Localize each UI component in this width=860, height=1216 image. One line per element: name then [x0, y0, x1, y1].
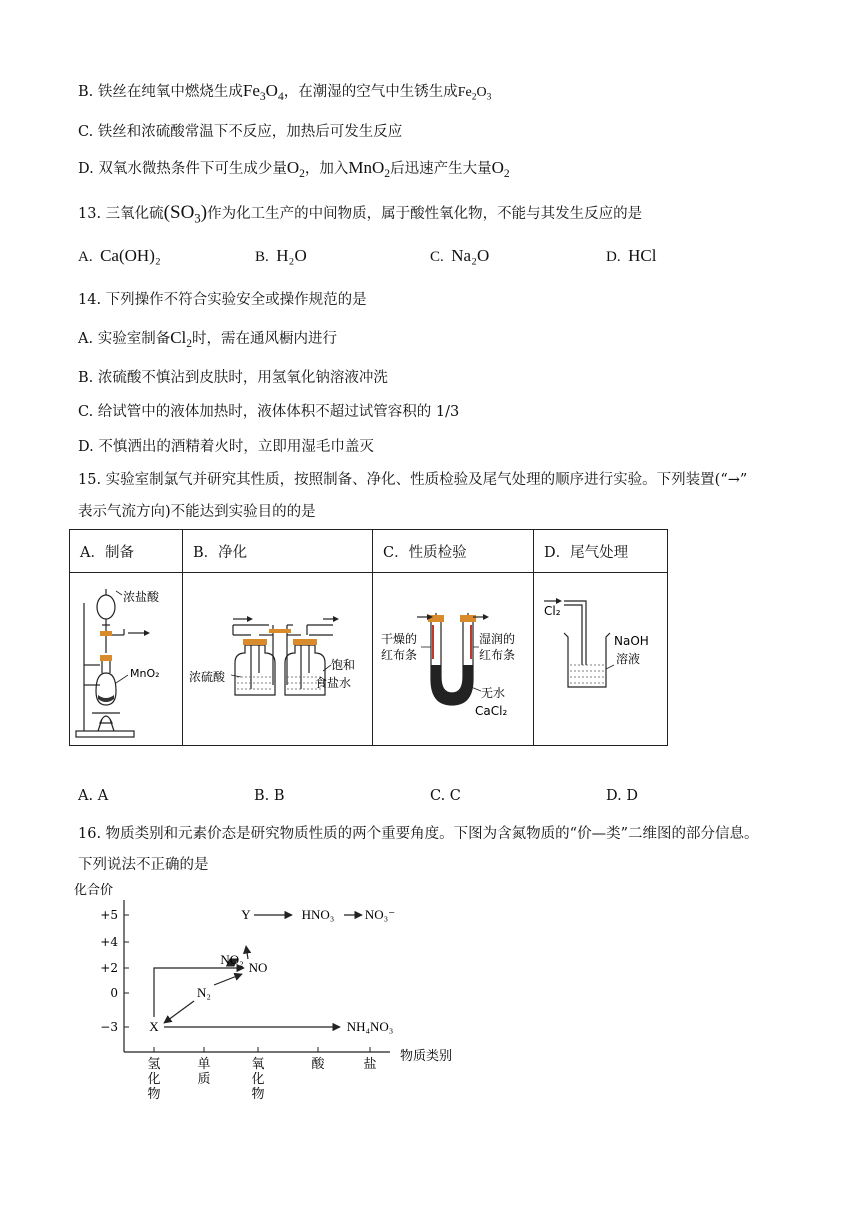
cell-tail-gas [534, 573, 668, 746]
valence-class-svg [70, 880, 490, 1105]
x-tick-label: 单质 [197, 1057, 211, 1087]
q15-answer-b: B. B [254, 788, 285, 804]
q14-option-b: B. 浓硫酸不慎沾到皮肤时，用氢氧化钠溶液冲洗 [78, 370, 388, 386]
header-a: A．制备 [70, 530, 183, 573]
formula-fe3o4: $Fe_3O_4$ [242, 81, 284, 104]
label-wet-cloth-2: 红布条 [479, 648, 516, 662]
label-sat-nacl-2: 食盐水 [315, 676, 352, 690]
tail-gas-apparatus [534, 573, 667, 745]
q16-stem-line2: 下列说法不正确的是 [78, 857, 209, 873]
apparatus-table [69, 529, 668, 746]
y-tick-label: 0 [110, 986, 118, 1000]
y-tick-label: +2 [100, 961, 118, 975]
y-tick-label: +5 [100, 908, 118, 922]
q15-stem-line2: 表示气流方向)不能达到实验目的的是 [78, 504, 316, 520]
point-label: NO₂ [220, 952, 244, 967]
x-tick-label: 氢化物 [147, 1057, 161, 1102]
label-cl2: Cl₂ [544, 604, 561, 618]
formula-fe2o3: $Fe_2O_3$ [457, 85, 492, 103]
x-tick-label: 氧化物 [251, 1057, 265, 1102]
point-label: Y [241, 907, 251, 922]
q14-option-c: C. 给试管中的液体加热时，液体体积不超过试管容积的 1/3 [78, 404, 460, 420]
q14-option-d: D. 不慎洒出的酒精着火时，立即用湿毛巾盖灭 [78, 439, 374, 455]
q13-option-d: D. HCl [606, 246, 657, 265]
q12-option-c: C. 铁丝和浓硫酸常温下不反应，加热后可发生反应 [78, 124, 403, 140]
y-tick-label: −3 [100, 1020, 118, 1034]
header-d: D．尾气处理 [534, 530, 668, 573]
label-mno2: MnO₂ [130, 667, 160, 680]
q15-answer-a: A. A [78, 788, 109, 804]
label-dry-cloth-1: 干燥的 [381, 632, 418, 646]
q12-option-b: B. 铁丝在纯氧中燃烧生成$Fe_3O_4$，在潮湿的空气中生锈生成$Fe_2O_3$ [78, 81, 492, 104]
label-dry-cloth-2: 红布条 [381, 648, 418, 662]
y-axis-label: 化合价 [74, 883, 114, 898]
point-label: HNO₃ [301, 907, 335, 922]
preparation-apparatus [70, 573, 182, 745]
cell-property-test [373, 573, 534, 746]
q15-answer-d: D. D [606, 788, 638, 804]
q16-stem-line1: 16. 物质类别和元素价态是研究物质性质的两个重要角度。下图为含氮物质的“价—类”二维图的部分信息。 [78, 826, 759, 842]
point-label: X [149, 1019, 159, 1034]
property-test-apparatus [373, 573, 533, 745]
x-tick-label: 酸 [311, 1057, 325, 1072]
header-c: C．性质检验 [373, 530, 534, 573]
label-naoh-1: NaOH [614, 634, 649, 648]
transform-arrow [164, 1001, 194, 1023]
label-anhydrous: 无水 [481, 686, 506, 700]
cell-preparation [70, 573, 183, 746]
q13-option-a: A. Ca(OH)₂ [78, 246, 161, 265]
point-label: N₂ [197, 985, 211, 1000]
label-wet-cloth-1: 湿润的 [479, 632, 516, 646]
q13-option-b: B. H₂O [255, 246, 307, 265]
x-tick-label: 盐 [363, 1057, 377, 1072]
label-naoh-2: 溶液 [616, 652, 641, 666]
purification-apparatus [183, 573, 372, 745]
x-axis-label: 物质类别 [400, 1049, 453, 1064]
point-label: NO [248, 960, 268, 975]
point-label: NO₃⁻ [364, 907, 396, 922]
y-tick-label: +4 [100, 935, 118, 949]
cell-purification [183, 573, 373, 746]
label-conc-h2so4: 浓硫酸 [189, 670, 226, 684]
q15-answer-c: C. C [430, 788, 461, 804]
transform-arrow [214, 974, 242, 985]
q13-option-c: C. Na₂O [430, 246, 490, 265]
q15-stem-line1: 15. 实验室制氯气并研究其性质，按照制备、净化、性质检验及尾气处理的顺序进行实验。下列装置(“→” [78, 472, 748, 488]
header-b: B．净化 [183, 530, 373, 573]
label-cacl2: CaCl₂ [475, 704, 508, 718]
valence-class-chart [70, 880, 490, 1105]
q14-option-a: A. 实验室制备$Cl_2$时，需在通风橱内进行 [78, 328, 338, 351]
q13-stem: 13. 三氧化硫$(SO_3)$作为化工生产的中间物质，属于酸性氧化物，不能与其发生反应的是 [78, 202, 643, 226]
q12-option-d: D. 双氧水微热条件下可生成少量$O_2$，加入MnO$_2$后迅速产生大量$O_2$ [78, 158, 510, 181]
label-conc-hcl: 浓盐酸 [123, 590, 160, 604]
point-label: NH₄NO₃ [346, 1019, 394, 1034]
label-sat-nacl-1: 饱和 [331, 658, 356, 672]
q14-stem: 14. 下列操作不符合实验安全或操作规范的是 [78, 292, 367, 308]
transform-arrow [246, 946, 248, 959]
